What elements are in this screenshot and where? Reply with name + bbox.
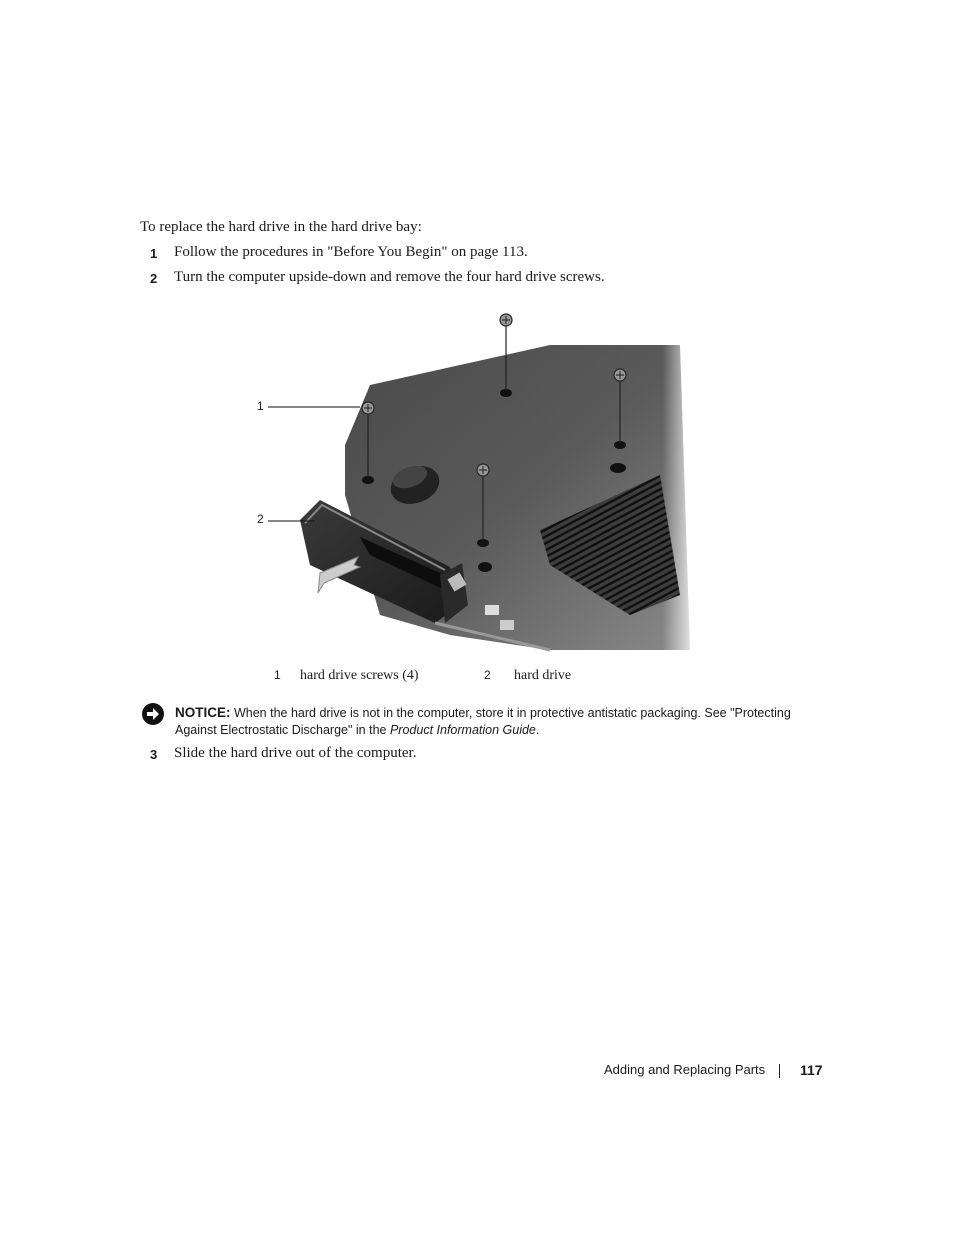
legend-number: 1 <box>274 668 281 682</box>
step-number: 2 <box>150 271 158 286</box>
step-text: Slide the hard drive out of the computer. <box>174 745 417 761</box>
notice-end: . <box>535 723 540 737</box>
legend-label: hard drive <box>514 668 572 683</box>
notice-text <box>175 704 825 739</box>
notice-body: When the hard drive is not in the computer, store it in protective antistatic packaging. See "Protecting Against Electrostatic Discharge" in the <box>175 706 791 737</box>
callout-number: 2 <box>257 512 264 526</box>
footer-section: Adding and Replacing Parts <box>604 1062 766 1077</box>
notice-label: NOTICE: <box>175 705 231 720</box>
legend-label: hard drive screws (4) <box>300 668 419 683</box>
step-3 <box>150 745 416 764</box>
step-text: Turn the computer upside-down and remove the four hard drive screws. <box>174 269 605 285</box>
legend-item <box>484 668 572 684</box>
page-number: 117 <box>800 1062 823 1078</box>
page-footer <box>604 1062 823 1078</box>
notice-arrow-icon <box>141 702 165 726</box>
step-number: 3 <box>150 747 158 762</box>
step-1 <box>150 244 528 263</box>
hard-drive-illustration <box>250 305 700 660</box>
step-text: Follow the procedures in "Before You Begin" on page 113. <box>174 244 528 260</box>
footer-divider <box>779 1064 780 1078</box>
step-number: 1 <box>150 246 158 261</box>
notice-emphasis: Product Information Guide <box>389 723 536 737</box>
step-2 <box>150 269 605 288</box>
intro-text: To replace the hard drive in the hard drive bay: <box>140 219 422 235</box>
callout-number: 1 <box>257 399 264 413</box>
legend-item <box>274 668 419 684</box>
legend-number: 2 <box>484 668 491 682</box>
